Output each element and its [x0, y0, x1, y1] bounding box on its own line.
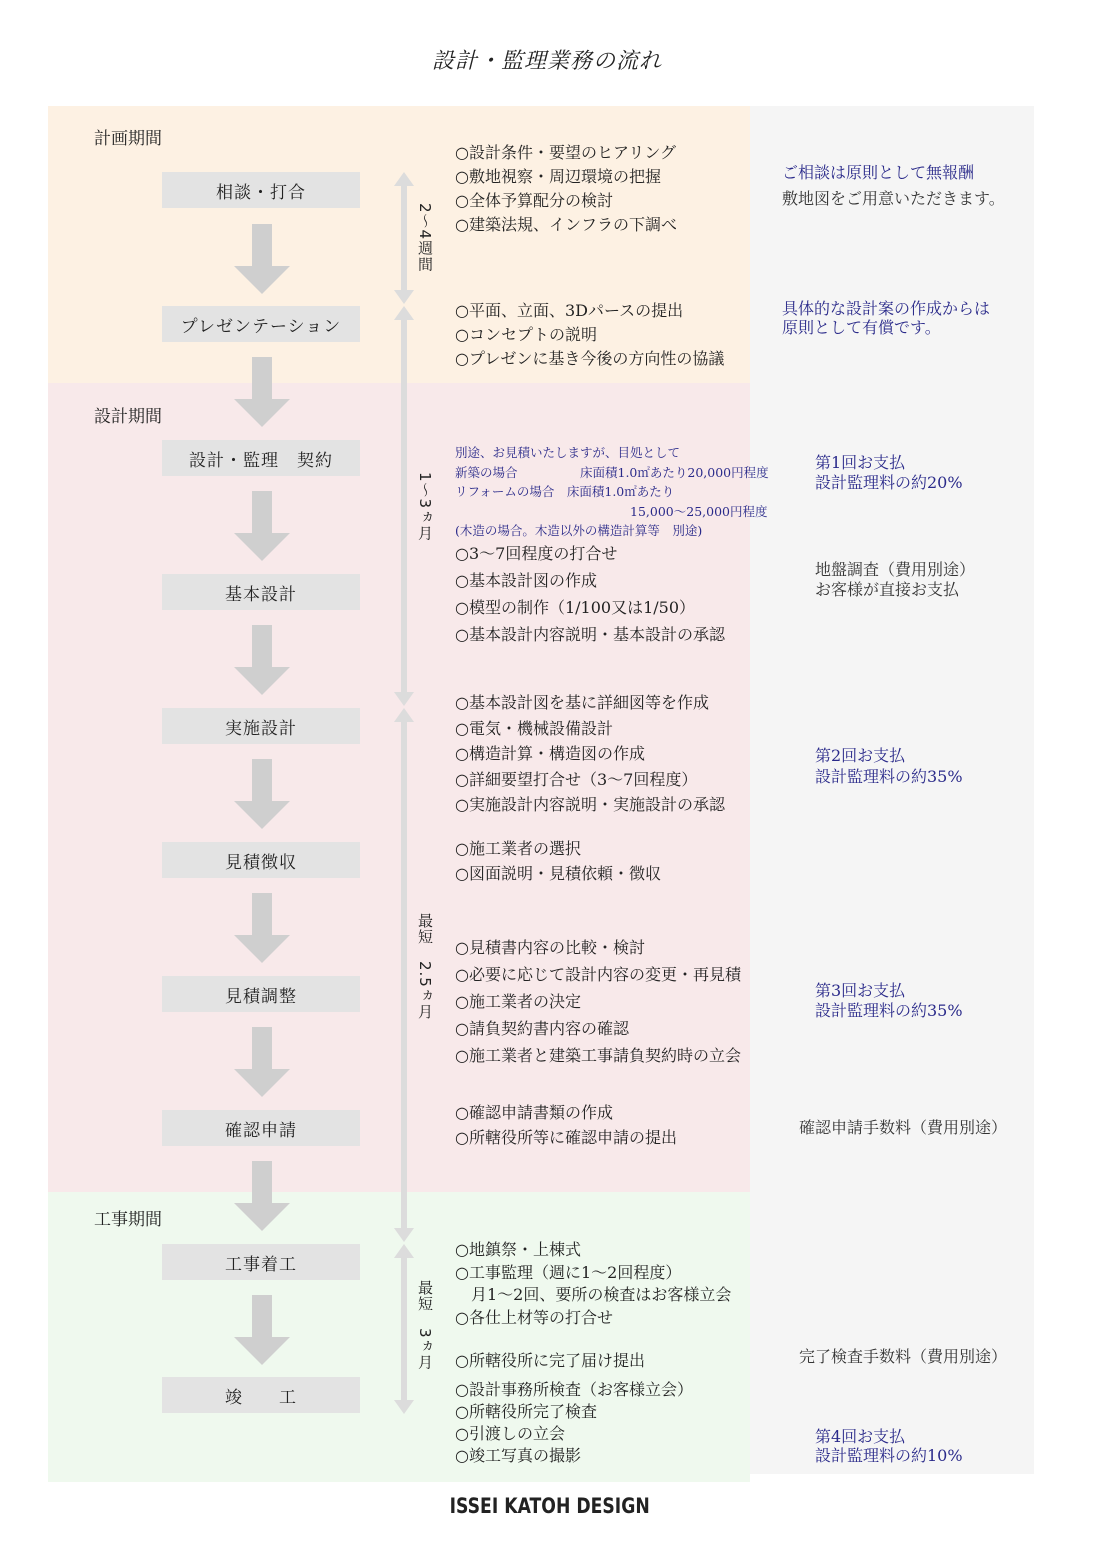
duration-bracket-construction	[392, 1244, 416, 1414]
list-consult	[455, 145, 677, 241]
payment-2-rate: 設計監理料の約35%	[815, 767, 963, 786]
duration-estimate: 最短 2.5ヵ月	[416, 913, 434, 1020]
payment-4-rate: 設計監理料の約10%	[815, 1446, 963, 1465]
down-arrow-icon	[232, 759, 292, 829]
contract-fee-notes	[455, 443, 769, 541]
down-arrow-icon	[232, 1161, 292, 1231]
note-permit-fee: 確認申請手数料（費用別途）	[799, 1118, 1008, 1137]
note-line: 新築の場合 床面積1.0㎡あたり20,000円程度	[455, 464, 769, 480]
payment-1-label: 第1回お支払	[815, 453, 906, 472]
list-item: ○模型の制作（1/100又は1/50）	[455, 598, 696, 617]
list-item: ○プレゼンに基き今後の方向性の協議	[455, 349, 725, 368]
payment-2-label: 第2回お支払	[815, 746, 906, 765]
list-item: ○施工業者と建築工事請負契約時の立会	[455, 1046, 741, 1065]
list-estimate-adjustment	[455, 940, 741, 1075]
list-item: ○設計事務所検査（お客様立会）	[455, 1380, 693, 1399]
note-paid-line2: 原則として有償です。	[782, 318, 941, 337]
list-item: ○詳細要望打合せ（3〜7回程度）	[455, 769, 698, 789]
list-item: ○請負契約書内容の確認	[455, 1019, 629, 1038]
step-estimate-adjustment: 見積調整	[162, 976, 360, 1012]
down-arrow-icon	[232, 893, 292, 963]
list-item: ○建築法規、インフラの下調べ	[455, 215, 677, 234]
list-detail-design	[455, 695, 725, 823]
list-item: ○引渡しの立会	[455, 1424, 565, 1443]
note-paid-line1: 具体的な設計案の作成からは	[782, 299, 991, 318]
period-label-design: 設計期間	[94, 407, 162, 427]
list-item: ○図面説明・見積依頼・徴収	[455, 864, 661, 883]
list-item: ○基本設計図を基に詳細図等を作成	[455, 693, 709, 712]
list-item: ○竣工写真の撮影	[455, 1446, 581, 1465]
list-construction	[455, 1242, 731, 1332]
duration-construction: 最短 3ヵ月	[416, 1280, 434, 1371]
step-permit-application: 確認申請	[162, 1110, 360, 1146]
list-item: ○施工業者の決定	[455, 992, 581, 1011]
list-item: ○実施設計内容説明・実施設計の承認	[455, 795, 725, 814]
period-label-plan: 計画期間	[94, 129, 162, 149]
list-item: ○平面、立面、3Dパースの提出	[455, 301, 684, 320]
duration-plan: 2〜4週間	[416, 203, 434, 273]
footer-brand: ISSEI KATOH DESIGN	[449, 1494, 650, 1518]
down-arrow-icon	[232, 1027, 292, 1097]
list-item: ○3〜7回程度の打合せ	[455, 544, 618, 563]
step-consult: 相談・打合	[162, 172, 360, 208]
list-completion	[455, 1353, 693, 1470]
list-basic-design	[455, 546, 725, 654]
list-item: ○各仕上材等の打合せ	[455, 1307, 613, 1327]
down-arrow-icon	[232, 491, 292, 561]
note-line: (木造の場合。木造以外の構造計算等 別途)	[455, 523, 703, 538]
list-presentation	[455, 303, 724, 375]
list-item: ○地鎮祭・上棟式	[455, 1240, 581, 1259]
list-item: ○構造計算・構造図の作成	[455, 744, 645, 763]
list-item: ○施工業者の選択	[455, 839, 581, 858]
note-soil-survey: 地盤調査（費用別途）	[815, 560, 976, 579]
step-basic-design: 基本設計	[162, 574, 360, 610]
list-item: ○基本設計内容説明・基本設計の承認	[455, 625, 725, 644]
note-line: 15,000〜25,000円程度	[455, 503, 768, 519]
list-permit	[455, 1105, 677, 1155]
note-line: 別途、お見積いたしますが、目処として	[455, 445, 681, 460]
list-item: ○確認申請書類の作成	[455, 1103, 613, 1122]
down-arrow-icon	[232, 224, 292, 294]
step-presentation: プレゼンテーション	[162, 306, 360, 342]
payment-4-label: 第4回お支払	[815, 1427, 906, 1446]
period-label-construction: 工事期間	[94, 1210, 162, 1230]
list-item: ○所轄役所等に確認申請の提出	[455, 1128, 677, 1147]
duration-bracket-design	[392, 306, 416, 706]
duration-bracket-estimate	[392, 708, 416, 1242]
step-completion: 竣 工	[162, 1377, 360, 1413]
note-line: リフォームの場合 床面積1.0㎡あたり	[455, 484, 675, 499]
step-contract: 設計・監理 契約	[162, 440, 360, 476]
list-item: ○工事監理（週に1〜2回程度）	[455, 1262, 682, 1282]
list-item: ○基本設計図の作成	[455, 571, 597, 590]
note-free-consultation: ご相談は原則として無報酬	[782, 163, 975, 182]
list-item: ○所轄役所完了検査	[455, 1402, 597, 1421]
down-arrow-icon	[232, 357, 292, 427]
duration-design: 1〜3ヵ月	[416, 472, 434, 542]
list-item: ○必要に応じて設計内容の変更・再見積	[455, 965, 741, 984]
duration-bracket-plan	[392, 172, 416, 304]
down-arrow-icon	[232, 1295, 292, 1365]
down-arrow-icon	[232, 625, 292, 695]
step-detail-design: 実施設計	[162, 708, 360, 744]
list-item: 月1〜2回、要所の検査はお客様立会	[455, 1285, 732, 1304]
list-item: ○コンセプトの説明	[455, 325, 597, 344]
note-site-map: 敷地図をご用意いただきます。	[782, 189, 1005, 208]
step-estimate-collection: 見積徴収	[162, 842, 360, 878]
payment-3-rate: 設計監理料の約35%	[815, 1001, 963, 1020]
list-item: ○見積書内容の比較・検討	[455, 938, 645, 957]
payment-3-label: 第3回お支払	[815, 981, 906, 1000]
page-title: 設計・監理業務の流れ	[431, 49, 662, 74]
list-item: ○設計条件・要望のヒアリング	[455, 143, 677, 162]
payment-1-rate: 設計監理料の約20%	[815, 473, 963, 492]
list-item: ○所轄役所に完了届け提出	[455, 1351, 645, 1370]
list-estimate-collection	[455, 841, 661, 891]
list-item: ○敷地視察・周辺環境の把握	[455, 167, 661, 186]
list-item: ○電気・機械設備設計	[455, 718, 613, 738]
note-inspection-fee: 完了検査手数料（費用別途）	[799, 1347, 1008, 1366]
step-construction-start: 工事着工	[162, 1244, 360, 1280]
note-soil-survey-payment: お客様が直接お支払	[815, 580, 960, 599]
list-item: ○全体予算配分の検討	[455, 191, 613, 210]
